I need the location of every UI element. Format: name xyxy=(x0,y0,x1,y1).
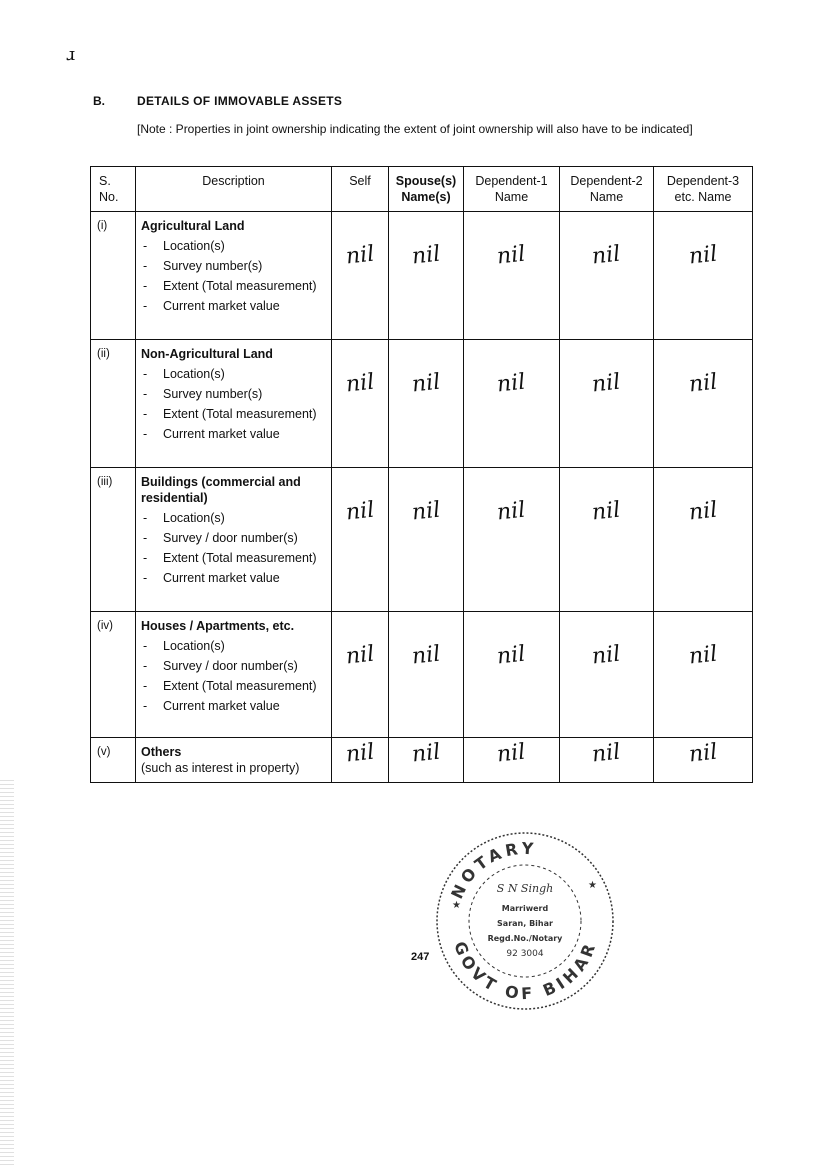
table-header-row xyxy=(91,167,753,212)
notary-stamp xyxy=(430,826,620,1016)
cell-dependent-3 xyxy=(654,612,753,738)
handwritten-entry: nil xyxy=(687,497,719,526)
row-subitem: - Survey number(s) xyxy=(141,386,326,402)
handwritten-entry: nil xyxy=(344,641,376,670)
cell-spouse xyxy=(389,468,464,612)
handwritten-entry: nil xyxy=(496,241,527,270)
header-dependent-1: Dependent-1 Name xyxy=(464,167,560,212)
cell-self xyxy=(332,340,389,468)
handwritten-entry: nil xyxy=(496,369,527,398)
row-description xyxy=(136,612,332,738)
row-subitem: - Current market value xyxy=(141,698,326,714)
section-note: [Note : Properties in joint ownership indicating the extent of joint ownership will also have to be indicated] xyxy=(137,122,693,136)
handwritten-entry: nil xyxy=(344,497,376,526)
cell-dependent-1 xyxy=(464,738,560,783)
table-row xyxy=(91,468,753,612)
row-sno: (iii) xyxy=(91,468,136,612)
stamp-name: S N Singh xyxy=(496,882,554,895)
stamp-line2: Saran, Bihar xyxy=(497,919,553,928)
row-sno: (v) xyxy=(91,738,136,783)
handwritten-entry: nil xyxy=(591,641,622,670)
handwritten-entry: nil xyxy=(591,739,622,768)
handwritten-entry: nil xyxy=(344,241,376,270)
stamp-top-arc: NOTARY xyxy=(447,838,538,902)
row-subitem: - Current market value xyxy=(141,426,326,442)
cell-dependent-3 xyxy=(654,212,753,340)
cell-dependent-1 xyxy=(464,468,560,612)
cell-dependent-2 xyxy=(560,212,654,340)
row-category: Others xyxy=(141,745,182,759)
immovable-assets-table xyxy=(90,166,753,783)
row-category: Buildings (commercial and residential) xyxy=(141,475,301,505)
svg-text:GOVT OF BIHAR xyxy=(450,938,600,1003)
handwritten-entry: nil xyxy=(496,641,527,670)
cell-spouse xyxy=(389,738,464,783)
stamp-number: 92 3004 xyxy=(506,949,544,959)
cell-dependent-3 xyxy=(654,340,753,468)
header-sno: S. No. xyxy=(91,167,136,212)
table-row xyxy=(91,340,753,468)
stamp-regd: Regd.No./Notary xyxy=(487,934,563,943)
handwritten-entry: nil xyxy=(344,739,376,768)
cell-dependent-3 xyxy=(654,468,753,612)
row-subitem: - Survey / door number(s) xyxy=(141,658,326,674)
scan-edge-noise xyxy=(0,780,14,1166)
notary-seal-icon xyxy=(430,826,620,1016)
handwritten-entry: nil xyxy=(410,241,442,270)
stamp-star-icon: ★ xyxy=(452,900,461,911)
section-number: B. xyxy=(93,94,105,108)
section-title: DETAILS OF IMMOVABLE ASSETS xyxy=(137,94,343,108)
handwritten-entry: nil xyxy=(410,641,442,670)
header-description: Description xyxy=(136,167,332,212)
cell-dependent-2 xyxy=(560,468,654,612)
handwritten-entry: nil xyxy=(410,369,442,398)
cell-dependent-1 xyxy=(464,612,560,738)
row-subitem: - Extent (Total measurement) xyxy=(141,406,326,422)
row-subitem: - Survey / door number(s) xyxy=(141,530,326,546)
row-subitem: - Extent (Total measurement) xyxy=(141,678,326,694)
row-subitem: - Current market value xyxy=(141,570,326,586)
row-subtext: (such as interest in property) xyxy=(141,761,300,775)
header-self: Self xyxy=(332,167,389,212)
cell-self xyxy=(332,612,389,738)
row-subitem: - Location(s) xyxy=(141,638,326,654)
stamp-bottom-arc: GOVT OF BIHAR xyxy=(450,937,601,1004)
handwritten-entry: nil xyxy=(496,497,527,526)
cell-spouse xyxy=(389,612,464,738)
row-category: Agricultural Land xyxy=(141,219,245,233)
page-number: 247 xyxy=(411,951,430,963)
cell-dependent-2 xyxy=(560,340,654,468)
cell-self xyxy=(332,468,389,612)
row-subitem: - Survey number(s) xyxy=(141,258,326,274)
handwritten-entry: nil xyxy=(410,739,442,768)
row-category: Houses / Apartments, etc. xyxy=(141,619,295,633)
row-subitem: - Current market value xyxy=(141,298,326,314)
row-description xyxy=(136,212,332,340)
row-sno: (iv) xyxy=(91,612,136,738)
cell-self xyxy=(332,212,389,340)
handwritten-entry: nil xyxy=(687,739,719,768)
row-subitem: - Location(s) xyxy=(141,510,326,526)
row-subitem: - Extent (Total measurement) xyxy=(141,550,326,566)
header-dependent-3: Dependent-3 etc. Name xyxy=(654,167,753,212)
handwritten-entry: nil xyxy=(496,739,527,768)
cell-dependent-2 xyxy=(560,612,654,738)
stamp-star-icon: ★ xyxy=(588,880,597,891)
cell-dependent-1 xyxy=(464,212,560,340)
handwritten-entry: nil xyxy=(410,497,442,526)
margin-tick-mark: ɹ xyxy=(66,44,76,65)
row-sno: (ii) xyxy=(91,340,136,468)
row-subitem: - Location(s) xyxy=(141,366,326,382)
header-spouse: Spouse(s) Name(s) xyxy=(389,167,464,212)
table-row xyxy=(91,212,753,340)
handwritten-entry: nil xyxy=(687,241,719,270)
cell-spouse xyxy=(389,340,464,468)
handwritten-entry: nil xyxy=(687,369,719,398)
cell-self xyxy=(332,738,389,783)
handwritten-entry: nil xyxy=(687,641,719,670)
table-row xyxy=(91,738,753,783)
cell-dependent-3 xyxy=(654,738,753,783)
row-sno: (i) xyxy=(91,212,136,340)
header-dependent-2: Dependent-2 Name xyxy=(560,167,654,212)
cell-dependent-2 xyxy=(560,738,654,783)
row-description xyxy=(136,340,332,468)
row-description xyxy=(136,468,332,612)
handwritten-entry: nil xyxy=(591,497,622,526)
table-row xyxy=(91,612,753,738)
row-description xyxy=(136,738,332,783)
row-subitem: - Extent (Total measurement) xyxy=(141,278,326,294)
handwritten-entry: nil xyxy=(344,369,376,398)
handwritten-entry: nil xyxy=(591,241,622,270)
row-category: Non-Agricultural Land xyxy=(141,347,273,361)
cell-spouse xyxy=(389,212,464,340)
row-subitem: - Location(s) xyxy=(141,238,326,254)
cell-dependent-1 xyxy=(464,340,560,468)
handwritten-entry: nil xyxy=(591,369,622,398)
stamp-line1: Marriwerd xyxy=(501,904,549,913)
